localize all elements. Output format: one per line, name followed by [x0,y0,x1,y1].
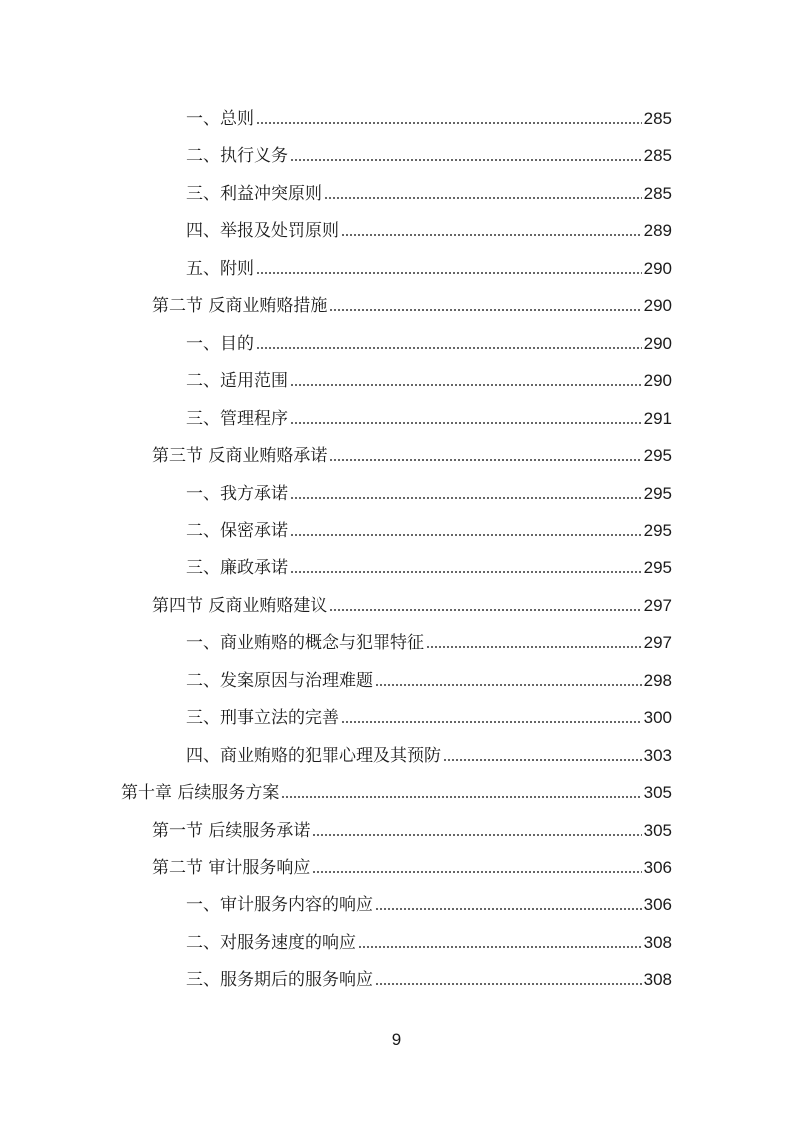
toc-dot-leader [375,908,642,910]
toc-entry-page: 305 [643,783,672,803]
toc-entry-page: 290 [643,258,672,278]
toc-entry[interactable] [186,400,672,430]
toc-entry[interactable] [186,137,672,167]
toc-entry[interactable] [152,587,672,617]
toc-dot-leader [341,234,642,236]
toc-dot-leader [375,684,642,686]
toc-dot-leader [290,159,642,161]
toc-entry-page: 295 [643,483,672,503]
toc-entry-title: 一、商业贿赂的概念与犯罪特征 [186,633,424,654]
toc-entry-page: 290 [643,296,672,316]
toc-entry[interactable] [186,100,672,130]
toc-entry[interactable] [186,512,672,542]
toc-entry-title: 第二节 审计服务响应 [152,858,311,878]
toc-dot-leader [290,534,642,536]
toc-dot-leader [341,721,642,723]
toc-entry-title: 一、我方承诺 [186,483,288,504]
toc-entry-title: 第二节 反商业贿赂措施 [152,296,328,317]
toc-dot-leader [375,983,642,985]
toc-entry[interactable] [152,287,672,317]
toc-entry-page: 308 [643,932,672,952]
toc-dot-leader [256,272,642,274]
toc-entry-page: 285 [643,109,672,128]
toc-entry[interactable] [186,624,672,654]
toc-entry-page: 300 [643,708,672,728]
toc-entry-page: 308 [643,970,672,990]
toc-entry-page: 291 [643,408,672,428]
toc-entry-title: 一、审计服务内容的响应 [186,895,373,916]
toc-entry-page: 303 [643,745,672,765]
toc-dot-leader [426,646,642,648]
toc-entry[interactable] [186,886,672,916]
toc-entry-title: 二、执行义务 [186,146,288,167]
toc-entry-title: 三、管理程序 [186,408,288,429]
toc-dot-leader [324,197,642,199]
toc-entry-page: 289 [643,221,672,241]
toc-entry[interactable] [186,662,672,692]
toc-entry-title: 二、发案原因与治理难题 [186,670,373,691]
toc-entry[interactable] [186,362,672,392]
toc-entry-title: 第一节 后续服务承诺 [152,820,311,841]
toc-dot-leader [329,459,641,461]
toc-entry-page: 305 [643,820,672,840]
toc-entry-title: 一、总则 [186,109,254,129]
toc-entry-title: 第三节 反商业贿赂承诺 [152,446,328,467]
toc-entry[interactable] [186,924,672,954]
toc-dot-leader [329,609,641,611]
toc-entry-page: 297 [643,595,672,615]
toc-entry[interactable] [152,812,672,842]
toc-entry-title: 二、对服务速度的响应 [186,932,356,953]
toc-entry-page: 290 [643,371,672,391]
toc-entry-page: 295 [643,446,672,466]
toc-entry-page: 285 [643,146,672,166]
toc-entry-title: 四、商业贿赂的犯罪心理及其预防 [186,745,441,766]
toc-entry-title: 三、刑事立法的完善 [186,708,339,729]
toc-entry[interactable] [121,774,672,804]
toc-dot-leader [290,422,642,424]
toc-entry-page: 298 [643,670,672,690]
toc-entry[interactable] [186,475,672,505]
toc-entry-title: 二、保密承诺 [186,520,288,541]
toc-entry[interactable] [186,961,672,991]
toc-entry-page: 306 [643,858,672,877]
toc-dot-leader [358,946,642,948]
toc-entry-page: 290 [643,333,672,353]
toc-entry[interactable] [186,737,672,767]
toc-dot-leader [256,347,642,349]
toc-dot-leader [443,759,642,761]
toc-dot-leader [290,497,642,499]
toc-entry-title: 三、利益冲突原则 [186,183,322,204]
toc-dot-leader [312,834,641,836]
toc-dot-leader [281,796,641,798]
toc-entry[interactable] [152,849,672,879]
toc-entry-title: 二、适用范围 [186,371,288,392]
toc-dot-leader [290,384,642,386]
page-number: 9 [391,1030,402,1049]
toc-entry[interactable] [186,699,672,729]
toc-entry-title: 第四节 反商业贿赂建议 [152,595,328,616]
toc-dot-leader [256,122,642,124]
toc-entry-page: 285 [643,183,672,203]
toc-entry-page: 295 [643,520,672,540]
toc-entry-title: 四、举报及处罚原则 [186,221,339,242]
toc-entry-title: 三、廉政承诺 [186,558,288,579]
toc-entry-page: 297 [643,633,672,653]
toc-dot-leader [312,871,641,873]
toc-entry[interactable] [186,212,672,242]
toc-dot-leader [329,309,641,311]
toc-entry[interactable] [186,175,672,205]
toc-entry[interactable] [186,549,672,579]
toc-entry-title: 第十章 后续服务方案 [121,783,280,804]
toc-entry-title: 三、服务期后的服务响应 [186,970,373,991]
toc-entry-title: 五、附则 [186,258,254,279]
toc-entry-page: 306 [643,895,672,915]
toc-entry-page: 295 [643,558,672,578]
toc-entry[interactable] [152,437,672,467]
toc-entry[interactable] [186,250,672,280]
toc-entry[interactable] [186,325,672,355]
toc-entry-title: 一、目的 [186,333,254,354]
toc-dot-leader [290,571,642,573]
